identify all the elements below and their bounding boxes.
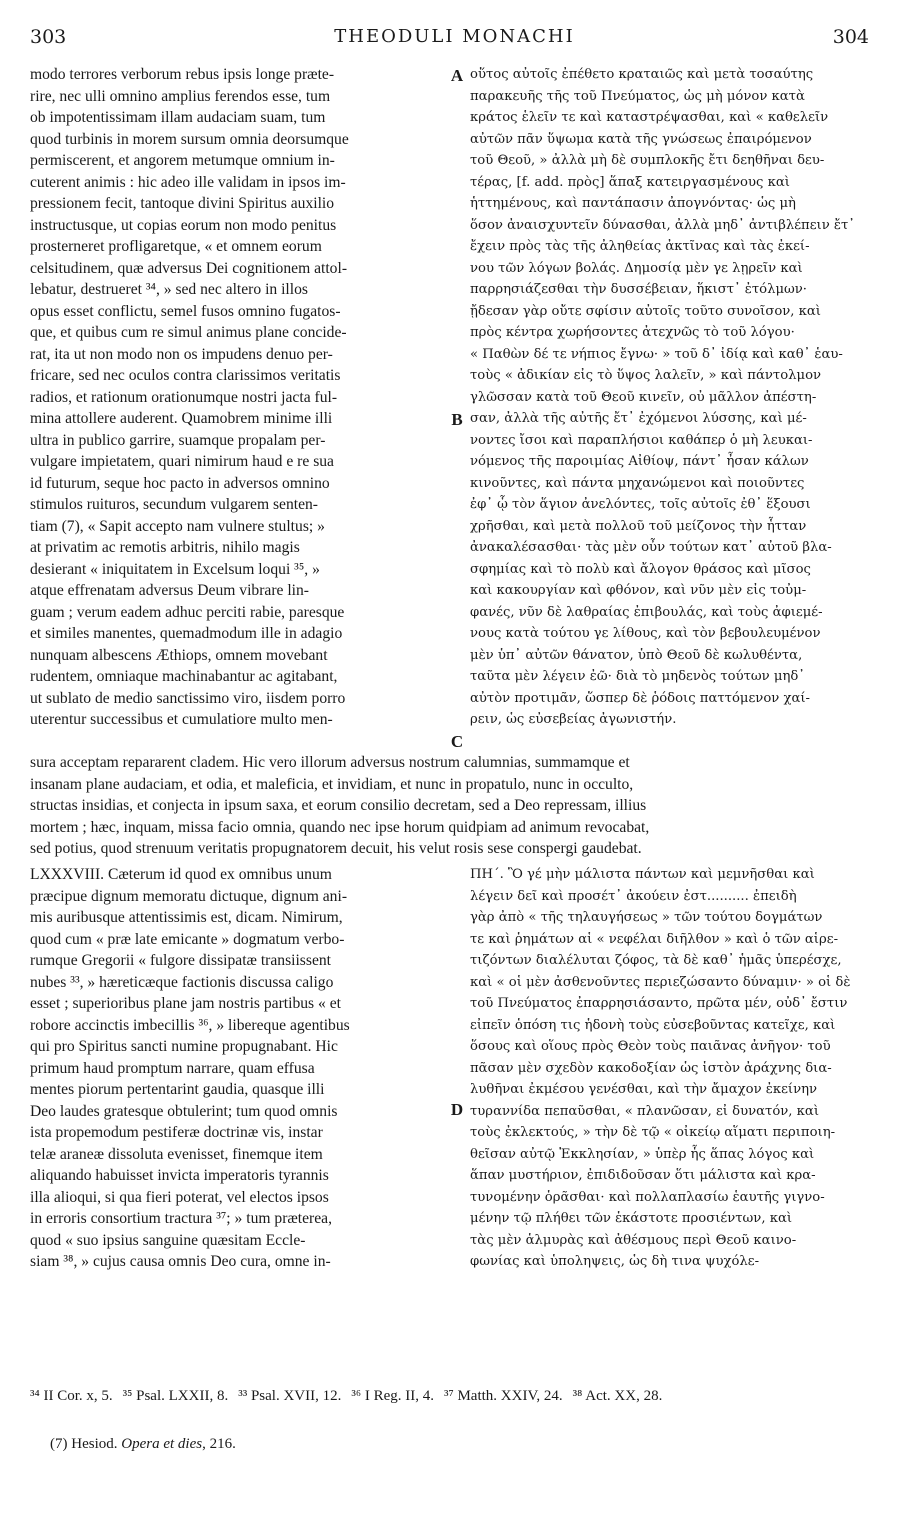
text-line: παρακευῆς τῆς τοῦ Πνεύματος, ὡς μὴ μόνον κατὰ bbox=[470, 88, 805, 104]
page-number-left: 303 bbox=[30, 26, 67, 48]
text-line: mortem ; hæc, inquam, missa facio omnia, quando nec ipse horum quidpiam ad animum revocabat, bbox=[30, 818, 650, 836]
latin-column-lower bbox=[30, 864, 445, 1273]
text-line: λυθῆναι ἐκμέσου γενέσθαι, καὶ τὴν ἄμαχον ἐκείνην bbox=[470, 1082, 818, 1097]
margin-letter-b: B bbox=[451, 410, 463, 429]
text-line: μένην τῷ πλήθει τῶν ἑκάστοτε προσιέντων, καὶ bbox=[470, 1211, 793, 1226]
text-line: instructusque, ut copias eorum non modo penitus bbox=[30, 216, 337, 234]
footnote-hesiod-suffix: , 216. bbox=[202, 1436, 236, 1452]
text-line: præcipue dignum memoratu dictuque, dignum ani- bbox=[30, 887, 348, 905]
text-line: siam ³⁸, » cujus causa omnis Deo cura, omne in- bbox=[30, 1253, 331, 1270]
text-line: mina attollere auderent. Quamobrem minime illi bbox=[30, 410, 333, 427]
text-line: quod cum « præ late emicante » dogmatum verbo- bbox=[30, 930, 345, 948]
text-line: οὕτος αὐτοῖς ἐπέθετο κραταιῶς καὶ μετὰ τοσαύτης bbox=[470, 67, 814, 82]
text-line: νου τῶν λόγων βολάς. Δημοσίᾳ μὲν γε λῃρεῖν καὶ bbox=[470, 260, 803, 276]
text-line: τοὺς ἐκλεκτούς, » τὴν δὲ τῷ « οἰκείῳ αἵματι περιποιη- bbox=[470, 1125, 836, 1140]
text-line: que, et quibus cum re simul animus plane concide- bbox=[30, 324, 347, 341]
text-line: cuterent animis : hic adeo ille validam in ipsos im- bbox=[30, 173, 346, 191]
text-line: et similes manentes, quemadmodum ille in adagio bbox=[30, 625, 343, 642]
text-line: rire, nec ulli omnino amplius ferendos esse, tum bbox=[30, 87, 331, 105]
text-line: sura acceptam repararent cladem. Hic vero illorum adversus nostrum calumnias, summamque et bbox=[30, 754, 630, 771]
text-line: robore accinctis imbecillis ³⁶, » libereque agentibus bbox=[30, 1016, 350, 1034]
text-line: rumque Gregorii « fulgore dissipatæ transiissent bbox=[30, 952, 331, 969]
text-line: εἰπεῖν ὁπόση τις ἡδονὴ τοὺς εὐσεβοῦντας κατεῖχε, καὶ bbox=[470, 1017, 836, 1033]
text-line: σφημίας καὶ τὸ πολὺ καὶ ἄλογον θράσος καὶ μῖσος bbox=[470, 561, 811, 577]
text-line: mentes piorum pertentarint gaudia, quasque illi bbox=[30, 1081, 325, 1098]
text-line: τυραννίδα πεπαῦσθαι, « πλανῶσαν, εἰ δυνατόν, καὶ bbox=[470, 1103, 819, 1119]
text-line: rudentem, omniaque machinabantur ac agitabant, bbox=[30, 668, 338, 685]
latin-column-upper bbox=[30, 64, 445, 731]
text-line: ista propemodum pestiferæ doctrinæ vis, instar bbox=[30, 1124, 323, 1141]
text-line: ΠΗ΄. Ὃ γέ μὴν μάλιστα πάντων καὶ μεμνῆσθαι καὶ bbox=[470, 867, 815, 882]
text-line: at privatim ac remotis arbitris, nihilo magis bbox=[30, 539, 300, 556]
running-header bbox=[0, 26, 909, 56]
text-line: ὅσους καὶ οἵους πρὸς Θεὸν τοὺς παιᾶνας ἀνῆγον· τοῦ bbox=[470, 1039, 831, 1054]
text-line: lebatur, destrueret ³⁴, » sed nec altero in illos bbox=[30, 281, 308, 298]
text-line: τοῦ Θεοῦ, » ἀλλὰ μὴ δὲ συμπλοκῆς ἔτι δεηθῆναι δευ- bbox=[470, 153, 825, 168]
text-line: nunquam albescens Æthiops, omnem movebant bbox=[30, 646, 328, 664]
footnote-ref: ³⁵ Psal. LXXII, 8. bbox=[122, 1388, 229, 1404]
text-line: τοὺς « ἀδικίαν εἰς τὸ ὕψος λαλεῖν, » καὶ πάντολμον bbox=[470, 368, 822, 383]
text-line: μὲν ὑπ᾽ αὐτῶν θάνατον, ὑπὸ Θεοῦ δὲ κωλυθέντα, bbox=[470, 647, 803, 663]
text-line: « Παθὼν δέ τε νήπιος ἔγνω· » τοῦ δ᾽ ἰδίᾳ καὶ καθ᾽ ἑαυ- bbox=[470, 346, 843, 362]
text-line: φανές, νῦν δὲ λαθραίας ἐπιβουλάς, καὶ τοὺς ἀφιεμέ- bbox=[470, 604, 823, 620]
footnote-ref: ³³ Psal. XVII, 12. bbox=[238, 1388, 342, 1404]
footnotes bbox=[30, 1388, 880, 1412]
text-line: ut sublato de medio sanctissimo viro, iisdem porro bbox=[30, 689, 346, 707]
text-line: pressionem fecit, tantoque divini Spiritus auxilio bbox=[30, 195, 335, 212]
text-line: ὅσον ἀναισχυντεῖν δύνασθαι, ἀλλὰ μηδ᾽ ἀντιβλέπειν ἔτ᾽ bbox=[470, 217, 855, 233]
text-line: prosterneret profligaretque, « et omnem eorum bbox=[30, 238, 322, 255]
text-line: quod « suo ipsius sanguine quæsitam Eccle- bbox=[30, 1231, 306, 1249]
text-line: χρῆσθαι, καὶ μετὰ πολλοῦ τοῦ μείζονος τὴν ἧτταν bbox=[470, 518, 807, 534]
text-line: πᾶσαν μὲν σχεδὸν κακοδοξίαν ὡς ἱστὸν ἀράχνης δια- bbox=[470, 1060, 832, 1076]
running-title: THEODULI MONACHI bbox=[334, 26, 575, 47]
text-line: τιζόντων διαλέλυται ζόφος, τὰ δὲ καθ᾽ ἡμᾶς ὑπερέσχε, bbox=[470, 953, 842, 968]
text-line: id futurum, seque hoc pacto in adversos omnino bbox=[30, 474, 330, 492]
text-line: sed potius, quod strenuum veritatis propugnatorem decuit, his velut rosis sese conspergi gaudebat. bbox=[30, 840, 642, 857]
text-line: γλῶσσαν κατὰ τοῦ Θεοῦ κινεῖν, οὐ μᾶλλον ἀπέστη- bbox=[470, 389, 817, 405]
text-line: insanam plane audaciam, et odia, et maleficia, et invidiam, et nunc in propatulo, nunc in occulto, bbox=[30, 775, 634, 793]
text-line: LXXXVIII. Cæterum id quod ex omnibus unum bbox=[30, 866, 332, 883]
text-line: primum haud promptum narrare, quam effusa bbox=[30, 1059, 315, 1077]
text-line: illa alioqui, si qua fieri poterat, vel electos ipsos bbox=[30, 1188, 329, 1206]
text-line: fricare, sed nec oculos contra clarissimos veritatis bbox=[30, 367, 341, 384]
text-line: τυνομένην ὁρᾶσθαι· καὶ πολλαπλασίω ἑαυτῆς γιγνο- bbox=[470, 1189, 825, 1205]
text-line: opus esset conflictu, semel fusos omnino fugatos- bbox=[30, 302, 341, 320]
text-line: atque effrenatam adversus Deum vibrare lin- bbox=[30, 582, 309, 599]
margin-letter-a: A bbox=[450, 66, 464, 85]
text-line: νοντες ἴσοι καὶ παραπλήσιοι καθάπερ ὁ μὴ λευκαι- bbox=[470, 432, 813, 448]
text-line: rat, ita ut non modo non os impudens denuo per- bbox=[30, 345, 333, 363]
text-line: tiam (7), « Sapit accepto nam vulnere stultus; » bbox=[30, 517, 325, 535]
text-line: quod turbinis in morem sursum omnia deorsumque bbox=[30, 130, 349, 148]
text-line: ἡττημένους, καὶ παντάπασιν ἀπογνόντας· ὡς μὴ bbox=[470, 196, 796, 211]
greek-column-upper bbox=[470, 64, 880, 731]
text-line: τὰς μὲν ἁλμυρὰς καὶ ἀθέσμους περὶ Θεοῦ καινο- bbox=[470, 1232, 797, 1248]
text-line: τε καὶ ῥημάτων αἱ « νεφέλαι διῆλθον » καὶ ὁ τῶν αἱρε- bbox=[470, 931, 839, 947]
text-line: celsitudinem, quæ adversus Dei cognitionem attol- bbox=[30, 259, 348, 277]
text-line: desierant « iniquitatem in Excelsum loqui ³⁵, » bbox=[30, 560, 320, 578]
text-line: vulgare impietatem, quari nimirum haud e re sua bbox=[30, 453, 334, 470]
text-line: σαν, ἀλλὰ τῆς αὐτῆς ἔτ᾽ ἐχόμενοι λύσσης, καὶ μέ- bbox=[470, 411, 807, 426]
text-line: structas insidias, et conjecta in ipsum saxa, et eorum consilio decretam, sed a Deo repressam, illius bbox=[30, 797, 647, 814]
text-line: ob impotentissimam illam audaciam suam, tum bbox=[30, 109, 326, 126]
text-line: ταῦτα μὲν λέγειν ἐῶ· διὰ τὸ μηδενὸς τούτων μηδ᾽ bbox=[470, 669, 805, 684]
text-line: τέρας, [f. add. πρὸς] ἅπαξ κατειργασμένους καὶ bbox=[470, 174, 790, 190]
text-line: γὰρ ἀπὸ « τῆς τηλαυγήσεως » τῶν τούτου δογμάτων bbox=[470, 910, 823, 925]
text-line: πρὸς κέντρα χωρήσοντες ἀτεχνῶς τὸ τοῦ λόγου· bbox=[470, 325, 795, 340]
text-line: αὐτὸν προτιμᾶν, ὥσπερ δὲ ῥόδοις παττόμενον χαί- bbox=[470, 690, 810, 706]
text-line: aliquando habuisset invicta imperatoris tyrannis bbox=[30, 1167, 329, 1184]
text-line: mis auribusque attentissimis est, dicam. Nimirum, bbox=[30, 909, 343, 926]
text-line: Deo laudes gratesque obtulerint; tum quod omnis bbox=[30, 1102, 338, 1120]
text-line: ἐφ᾽ ᾧ τὸν ἅγιον ἀνελόντες, τοῖς αὐτοῖς ἐθ᾽ ἕξουσι bbox=[470, 497, 811, 512]
text-line: ᾔδεσαν γὰρ οὔτε σφίσιν αὐτοῖς τοῦτο συνοῖσον, καὶ bbox=[470, 303, 821, 319]
text-line: telæ araneæ dissoluta evenisset, finemque item bbox=[30, 1145, 323, 1163]
text-line: esset ; superioribus plane jam nostris partibus « et bbox=[30, 995, 341, 1012]
margin-letter-c: C bbox=[450, 732, 464, 751]
text-line: θεῖσαν αὐτῷ Ἐκκλησίαν, » ὑπὲρ ἧς ἅπας λόγος καὶ bbox=[470, 1146, 815, 1162]
latin-full-width-paragraph bbox=[30, 752, 880, 860]
footnote-ref: ³⁷ Matth. XXIV, 24. bbox=[443, 1388, 563, 1404]
text-line: καὶ κακουργίαν καὶ φθόνον, καὶ νῦν μὲν εἰς τοὐμ- bbox=[470, 583, 807, 598]
footnote-hesiod-prefix: (7) Hesiod. bbox=[50, 1436, 118, 1452]
text-line: λέγειν δεῖ καὶ προσέτ᾽ ἀκούειν ἐστ.......... ἐπειδὴ bbox=[470, 888, 797, 904]
text-line: in erroris consortium tractura ³⁷; » tum præterea, bbox=[30, 1210, 332, 1227]
text-line: ἀνακαλέσασθαι· τὰς μὲν οὖν τούτων κατ᾽ αὐτοῦ βλα- bbox=[470, 540, 832, 555]
text-line: κινοῦντες, καὶ πάντα μηχανώμενοι καὶ ποιοῦντες bbox=[470, 475, 805, 491]
greek-column-lower bbox=[470, 864, 880, 1273]
text-line: ultra in publico garrire, suamque propalam per- bbox=[30, 431, 326, 449]
text-line: stimulos ruituros, secundum vulgarem senten- bbox=[30, 496, 319, 513]
text-line: guam ; verum eadem adhuc perciti rabie, paresque bbox=[30, 603, 345, 621]
text-line: modo terrores verborum rebus ipsis longe præte- bbox=[30, 66, 335, 83]
footnote-hesiod bbox=[50, 1436, 236, 1453]
text-line: κράτος ἑλεῖν τε καὶ καταστρέψασθαι, καὶ « καθελεῖν bbox=[470, 110, 829, 125]
text-line: φωνίας καὶ ὑποληψεις, ὡς δὴ τινα ψυχόλε- bbox=[470, 1254, 760, 1269]
footnote-ref: ³⁶ I Reg. II, 4. bbox=[351, 1388, 434, 1404]
text-line: qui pro Spiritus sancti numine propugnabant. Hic bbox=[30, 1038, 338, 1055]
text-line: νους κατὰ τούτου γε λίθους, καὶ τὸν βεβουλευμένον bbox=[470, 626, 821, 641]
text-line: τοῦ Πνεύματος ἐπαρρησιάσαντο, πρῶτα μέν, οὐδ᾽ ἔστιν bbox=[470, 996, 848, 1011]
text-line: νόμενος τῆς παροιμίας Αἰθίοψ, πάντ᾽ ἦσαν κάλων bbox=[470, 454, 809, 469]
footnote-hesiod-work: Opera et dies bbox=[121, 1436, 203, 1452]
text-line: ἅπαν μυστήριον, ἐπιδιδοῦσαν ὅτι μάλιστα καὶ κρα- bbox=[470, 1168, 816, 1183]
text-line: παρρησιάζεσθαι τὴν δυσσέβειαν, ἥκιστ᾽ ἐτόλμων· bbox=[470, 282, 807, 297]
text-line: ἔχειν πρὸς τὰς τῆς ἀληθείας ἀκτῖνας καὶ τὰς ἐκεί- bbox=[470, 239, 810, 254]
text-line: καὶ « οἱ μὲν ἀσθενοῦντες περιεζώσαντο δύναμιν· » οἱ δὲ bbox=[470, 974, 851, 990]
text-line: ρειν, ὡς εὐσεβείας ἀγωνιστήν. bbox=[470, 712, 677, 727]
text-line: uterentur successibus et cumulatiore multo men- bbox=[30, 711, 333, 728]
text-line: nubes ³³, » hæreticæque factionis discussa caligo bbox=[30, 973, 334, 991]
margin-letter-d: D bbox=[450, 1100, 464, 1119]
page-number-right: 304 bbox=[832, 26, 869, 48]
footnote-ref: ³⁴ II Cor. x, 5. bbox=[30, 1388, 113, 1404]
text-line: radios, et rationum orationumque nostri jacta ful- bbox=[30, 388, 338, 406]
footnote-ref: ³⁸ Act. XX, 28. bbox=[572, 1388, 663, 1404]
text-line: permiscerent, et angorem metumque omnium in- bbox=[30, 152, 335, 169]
text-line: αὐτῶν πᾶν ὕψωμα κατὰ τῆς γνώσεως ἐπαιρόμενον bbox=[470, 131, 812, 147]
